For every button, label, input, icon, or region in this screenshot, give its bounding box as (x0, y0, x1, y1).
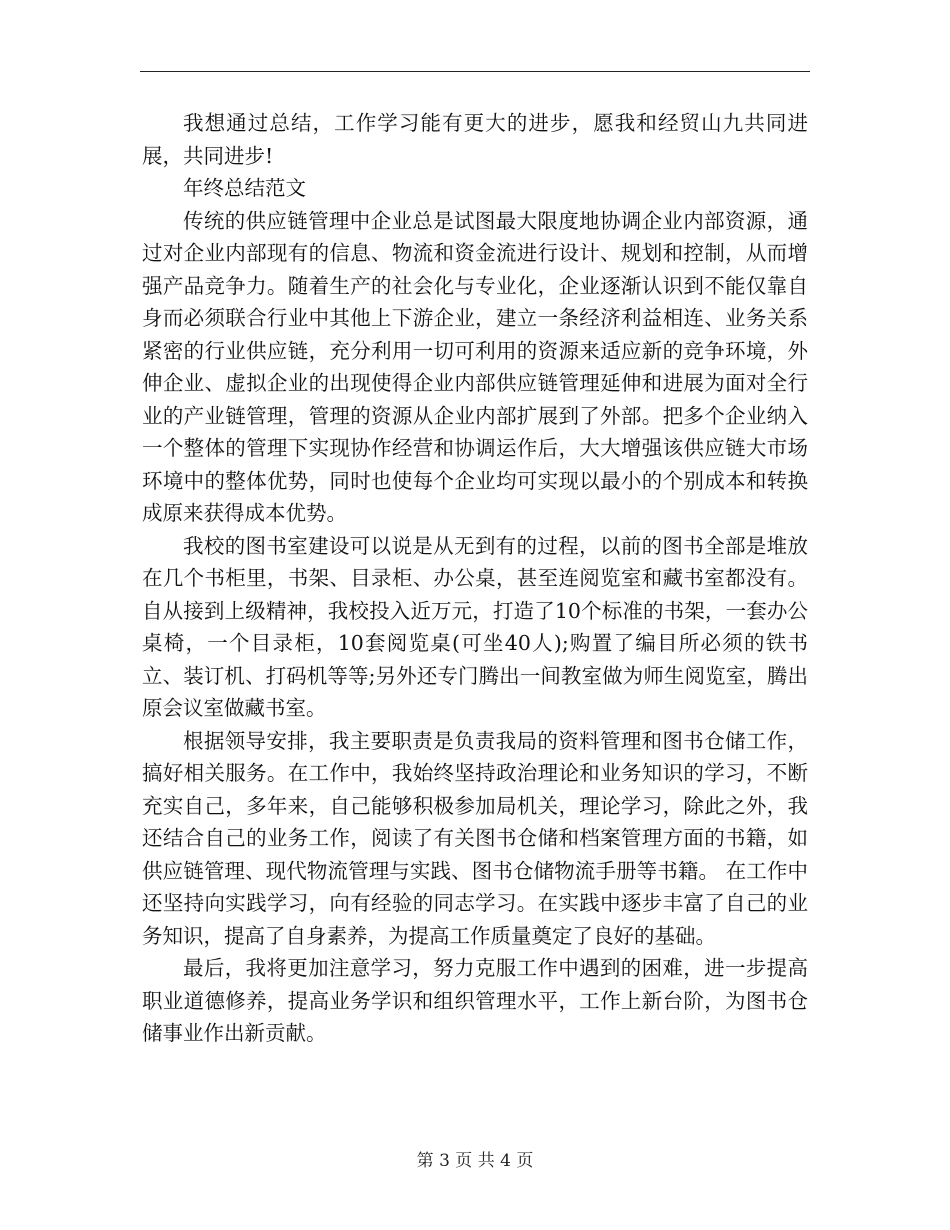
paragraph-duties: 根据领导安排，我主要职责是负责我局的资料管理和图书仓储工作，搞好相关服务。在工作中，我始终坚持政治理论和业务知识的学习，不断充实自己，多年来，自己能够积极参加局机关，理论学习，除此之外，我还结合自己的业务工作，阅读了有关图书仓储和档案管理方面的书籍，如供应链管理、现代物流管理与实践、图书仓储物流手册等书籍。 在工作中还坚持向实践学习，向有经验的同志学习。在实践中逐步丰富了自己的业务知识，提高了自身素养，为提高工作质量奠定了良好的基础。 (142, 728, 808, 948)
paragraph-library: 我校的图书室建设可以说是从无到有的过程，以前的图书全部是堆放在几个书柜里，书架、目录柜、办公桌，甚至连阅览室和藏书室都没有。自从接到上级精神，我校投入近万元，打造了10个标准的书架，一套办公桌椅，一个目录柜，10套阅览桌(可坐40人);购置了编目所必须的铁书立、装订机、打码机等等;另外还专门腾出一间教室做为师生阅览室，腾出原会议室做藏书室。 (142, 533, 808, 720)
paragraph-conclusion: 最后，我将更加注意学习，努力克服工作中遇到的困难，进一步提高职业道德修养，提高业务学识和组织管理水平，工作上新台阶，为图书仓储事业作出新贡献。 (142, 956, 808, 1045)
paragraph-closing-wish: 我想通过总结，工作学习能有更大的进步，愿我和经贸山九共同进展，共同进步! (142, 111, 808, 168)
page-number-footer: 第 3 页 共 4 页 (416, 1151, 534, 1171)
section-title: 年终总结范文 (183, 176, 306, 200)
document-body (142, 107, 808, 1050)
header-rule (140, 71, 810, 72)
paragraph-supply-chain: 传统的供应链管理中企业总是试图最大限度地协调企业内部资源，通过对企业内部现有的信息、物流和资金流进行设计、规划和控制，从而增强产品竞争力。随着生产的社会化与专业化，企业逐渐认识到不能仅靠自身而必须联合行业中其他上下游企业，建立一条经济利益相连、业务关系紧密的行业供应链，充分利用一切可利用的资源来适应新的竞争环境，外伸企业、虚拟企业的出现使得企业内部供应链管理延伸和进展为面对全行业的产业链管理，管理的资源从企业内部扩展到了外部。把多个企业纳入一个整体的管理下实现协作经营和协调运作后，大大增强该供应链大市场环境中的整体优势，同时也使每个企业均可实现以最小的个别成本和转换成原来获得成本优势。 (142, 208, 808, 525)
